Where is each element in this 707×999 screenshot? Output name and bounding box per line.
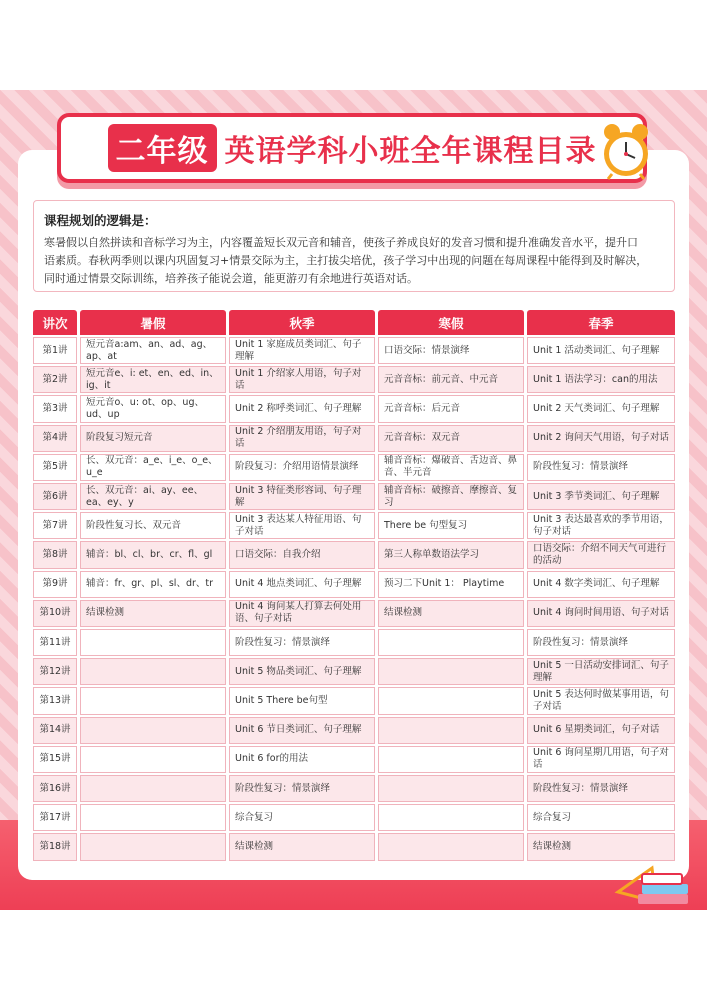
winter-cell: 辅音音标：破擦音、摩擦音、复习: [378, 483, 524, 510]
lecture-cell: 第3讲: [33, 395, 77, 422]
winter-cell: [378, 746, 524, 773]
lecture-cell: 第16讲: [33, 775, 77, 802]
winter-cell: 元音音标：前元音、中元音: [378, 366, 524, 393]
winter-cell: [378, 804, 524, 831]
lecture-cell: 第4讲: [33, 425, 77, 452]
title-banner: [57, 113, 647, 183]
spring-cell: Unit 4 数字类词汇、句子理解: [527, 571, 675, 598]
header-autumn: 秋季: [229, 310, 375, 335]
spring-cell: Unit 1 语法学习：can的用法: [527, 366, 675, 393]
autumn-cell: Unit 3 表达某人特征用语、句子对话: [229, 512, 375, 539]
autumn-cell: 口语交际：自我介绍: [229, 541, 375, 568]
winter-cell: 第三人称单数语法学习: [378, 541, 524, 568]
lecture-cell: 第5讲: [33, 454, 77, 481]
autumn-cell: Unit 4 地点类词汇、句子理解: [229, 571, 375, 598]
logic-line-2: 语素质。春秋两季则以课内巩固复习+情景交际为主，主打拔尖培优，孩子学习中出现的问题在每周课程中能得到及时解决，: [44, 254, 648, 267]
spring-cell: Unit 6 询问星期几用语，句子对话: [527, 746, 675, 773]
logic-line-1: 寒暑假以自然拼读和音标学习为主，内容覆盖短长双元音和辅音，使孩子养成良好的发音习惯和提升准确发音水平，提升口: [44, 236, 638, 249]
summer-cell: [80, 775, 226, 802]
alarm-clock-icon: [598, 120, 654, 180]
lecture-cell: 第8讲: [33, 541, 77, 568]
summer-cell: 结课检测: [80, 600, 226, 627]
autumn-cell: Unit 6 节日类词汇、句子理解: [229, 717, 375, 744]
autumn-cell: Unit 4 询问某人打算去何处用语、句子对话: [229, 600, 375, 627]
autumn-cell: 结课检测: [229, 833, 375, 860]
summer-cell: 辅音：fr、gr、pl、sl、dr、tr: [80, 571, 226, 598]
lecture-cell: 第17讲: [33, 804, 77, 831]
winter-cell: 口语交际：情景演绎: [378, 337, 524, 364]
header-winter: 寒假: [378, 310, 524, 335]
autumn-cell: Unit 1 介绍家人用语，句子对话: [229, 366, 375, 393]
summer-cell: 阶段性复习长、双元音: [80, 512, 226, 539]
summer-cell: 短元音e、i: et、en、ed、in、ig、it: [80, 366, 226, 393]
winter-cell: 元音音标：后元音: [378, 395, 524, 422]
spring-cell: Unit 1 活动类词汇、句子理解: [527, 337, 675, 364]
lecture-cell: 第6讲: [33, 483, 77, 510]
spring-cell: Unit 3 表达最喜欢的季节用语，句子对话: [527, 512, 675, 539]
summer-cell: [80, 746, 226, 773]
winter-cell: [378, 687, 524, 714]
spring-cell: Unit 6 星期类词汇，句子对话: [527, 717, 675, 744]
winter-cell: [378, 658, 524, 685]
spring-cell: 阶段性复习：情景演绎: [527, 454, 675, 481]
lecture-cell: 第12讲: [33, 658, 77, 685]
lecture-cell: 第11讲: [33, 629, 77, 656]
summer-cell: 阶段复习短元音: [80, 425, 226, 452]
spring-cell: 口语交际：介绍不同天气可进行的活动: [527, 541, 675, 568]
spring-cell: 阶段性复习：情景演绎: [527, 775, 675, 802]
lecture-cell: 第10讲: [33, 600, 77, 627]
lecture-cell: 第13讲: [33, 687, 77, 714]
summer-cell: [80, 687, 226, 714]
summer-cell: [80, 833, 226, 860]
summer-cell: 长、双元音：a_e、i_e、o_e、u_e: [80, 454, 226, 481]
winter-cell: [378, 629, 524, 656]
spring-cell: Unit 5 一日活动安排词汇、句子理解: [527, 658, 675, 685]
autumn-cell: 阶段性复习：情景演绎: [229, 629, 375, 656]
autumn-cell: 阶段性复习：情景演绎: [229, 775, 375, 802]
lecture-cell: 第2讲: [33, 366, 77, 393]
spring-cell: 阶段性复习：情景演绎: [527, 629, 675, 656]
summer-cell: 辅音：bl、cl、br、cr、fl、gl: [80, 541, 226, 568]
spring-cell: Unit 4 询问时间用语、句子对话: [527, 600, 675, 627]
autumn-cell: 综合复习: [229, 804, 375, 831]
summer-cell: 短元音a:am、an、ad、ag、ap、at: [80, 337, 226, 364]
lecture-cell: 第18讲: [33, 833, 77, 860]
header-spring: 春季: [527, 310, 675, 335]
header-summer: 暑假: [80, 310, 226, 335]
summer-cell: 短元音o、u: ot、op、ug、ud、up: [80, 395, 226, 422]
summer-cell: 长、双元音：ai、ay、ee、ea、ey、y: [80, 483, 226, 510]
spring-cell: Unit 5 表达何时做某事用语，句子对话: [527, 687, 675, 714]
logic-line-3: 同时通过情景交际训练，培养孩子能说会道，能更游刃有余地进行英语对话。: [44, 272, 418, 285]
lecture-cell: 第1讲: [33, 337, 77, 364]
summer-cell: [80, 717, 226, 744]
summer-cell: [80, 658, 226, 685]
winter-cell: There be 句型复习: [378, 512, 524, 539]
spring-cell: Unit 2 询问天气用语，句子对话: [527, 425, 675, 452]
logic-heading: 课程规划的逻辑是：: [44, 213, 157, 228]
spring-cell: Unit 2 天气类词汇、句子理解: [527, 395, 675, 422]
summer-cell: [80, 804, 226, 831]
winter-cell: 辅音音标：爆破音、舌边音、鼻音、半元音: [378, 454, 524, 481]
autumn-cell: Unit 2 称呼类词汇、句子理解: [229, 395, 375, 422]
lecture-cell: 第14讲: [33, 717, 77, 744]
autumn-cell: Unit 5 There be句型: [229, 687, 375, 714]
winter-cell: 结课检测: [378, 600, 524, 627]
header-lecture: 讲次: [33, 310, 77, 335]
autumn-cell: 阶段复习：介绍用语情景演绎: [229, 454, 375, 481]
summer-cell: [80, 629, 226, 656]
lecture-cell: 第15讲: [33, 746, 77, 773]
spring-cell: 结课检测: [527, 833, 675, 860]
winter-cell: 预习二下Unit 1： Playtime: [378, 571, 524, 598]
winter-cell: [378, 775, 524, 802]
winter-cell: [378, 833, 524, 860]
spring-cell: 综合复习: [527, 804, 675, 831]
autumn-cell: Unit 3 特征类形容词、句子理解: [229, 483, 375, 510]
lecture-cell: 第7讲: [33, 512, 77, 539]
autumn-cell: Unit 5 物品类词汇、句子理解: [229, 658, 375, 685]
winter-cell: [378, 717, 524, 744]
autumn-cell: Unit 1 家庭成员类词汇、句子理解: [229, 337, 375, 364]
title-text: 英语学科小班全年课程目录: [224, 134, 597, 169]
spring-cell: Unit 3 季节类词汇、句子理解: [527, 483, 675, 510]
title-grade: 二年级: [108, 124, 217, 172]
course-logic-box: [33, 200, 675, 292]
books-icon: [612, 862, 692, 908]
winter-cell: 元音音标：双元音: [378, 425, 524, 452]
autumn-cell: Unit 2 介绍朋友用语，句子对话: [229, 425, 375, 452]
lecture-cell: 第9讲: [33, 571, 77, 598]
autumn-cell: Unit 6 for的用法: [229, 746, 375, 773]
